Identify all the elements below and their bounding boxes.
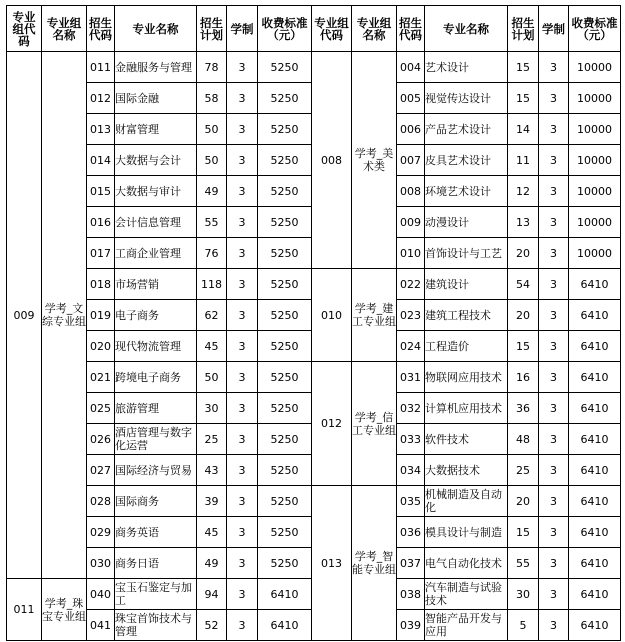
enroll-code-cell: 034: [397, 455, 425, 486]
duration-cell: 3: [539, 83, 569, 114]
fee-cell: 10000: [569, 114, 621, 145]
duration-cell: 3: [227, 114, 258, 145]
duration-cell: 3: [539, 610, 569, 641]
fee-cell: 5250: [258, 517, 312, 548]
header-duration: 学制: [227, 6, 258, 52]
plan-cell: 15: [508, 83, 539, 114]
major-name-cell: 汽车制造与试验技术: [425, 579, 508, 610]
plan-cell: 12: [508, 176, 539, 207]
header-plan: 招生计划: [508, 6, 539, 52]
fee-cell: 6410: [569, 393, 621, 424]
plan-cell: 50: [197, 114, 227, 145]
major-name-cell: 工商企业管理: [115, 238, 197, 269]
duration-cell: 3: [227, 145, 258, 176]
enroll-code-cell: 008: [397, 176, 425, 207]
fee-cell: 6410: [569, 486, 621, 517]
header-row: [7, 6, 621, 52]
major-name-cell: 宝玉石鉴定与加工: [115, 579, 197, 610]
plan-cell: 13: [508, 207, 539, 238]
fee-cell: 5250: [258, 362, 312, 393]
enroll-code-cell: 012: [87, 83, 115, 114]
header-enroll-code: 招生代码: [87, 6, 115, 52]
duration-cell: 3: [227, 52, 258, 83]
duration-cell: 3: [539, 114, 569, 145]
group-code-cell: 013: [312, 486, 352, 641]
plan-cell: 43: [197, 455, 227, 486]
enroll-code-cell: 014: [87, 145, 115, 176]
fee-cell: 5250: [258, 331, 312, 362]
major-name-cell: 皮具艺术设计: [425, 145, 508, 176]
duration-cell: 3: [227, 362, 258, 393]
fee-cell: 10000: [569, 145, 621, 176]
fee-cell: 5250: [258, 300, 312, 331]
fee-cell: 5250: [258, 52, 312, 83]
duration-cell: 3: [227, 176, 258, 207]
group-code-cell: 009: [7, 52, 42, 579]
enroll-code-cell: 006: [397, 114, 425, 145]
plan-cell: 36: [508, 393, 539, 424]
enroll-code-cell: 019: [87, 300, 115, 331]
plan-cell: 50: [197, 362, 227, 393]
major-name-cell: 大数据与会计: [115, 145, 197, 176]
major-name-cell: 软件技术: [425, 424, 508, 455]
group-name-cell: 学考_美术类: [352, 52, 397, 269]
plan-cell: 16: [508, 362, 539, 393]
table-row: [7, 269, 621, 300]
major-name-cell: 首饰设计与工艺: [425, 238, 508, 269]
major-name-cell: 机械制造及自动化: [425, 486, 508, 517]
duration-cell: 3: [539, 176, 569, 207]
major-name-cell: 酒店管理与数字化运营: [115, 424, 197, 455]
fee-cell: 6410: [258, 610, 312, 641]
group-name-cell: 学考_珠宝专业组: [42, 579, 87, 641]
plan-cell: 39: [197, 486, 227, 517]
plan-cell: 45: [197, 331, 227, 362]
duration-cell: 3: [227, 579, 258, 610]
enroll-code-cell: 035: [397, 486, 425, 517]
plan-cell: 15: [508, 52, 539, 83]
enroll-code-cell: 028: [87, 486, 115, 517]
enroll-code-cell: 004: [397, 52, 425, 83]
enroll-code-cell: 031: [397, 362, 425, 393]
duration-cell: 3: [227, 300, 258, 331]
plan-cell: 52: [197, 610, 227, 641]
duration-cell: 3: [539, 393, 569, 424]
fee-cell: 5250: [258, 269, 312, 300]
enroll-code-cell: 013: [87, 114, 115, 145]
major-name-cell: 国际商务: [115, 486, 197, 517]
enroll-code-cell: 022: [397, 269, 425, 300]
duration-cell: 3: [227, 207, 258, 238]
admission-plan-table: [6, 5, 621, 641]
major-name-cell: 金融服务与管理: [115, 52, 197, 83]
major-name-cell: 计算机应用技术: [425, 393, 508, 424]
enroll-code-cell: 007: [397, 145, 425, 176]
enroll-code-cell: 011: [87, 52, 115, 83]
enroll-code-cell: 040: [87, 579, 115, 610]
duration-cell: 3: [539, 300, 569, 331]
header-major-name: 专业名称: [115, 6, 197, 52]
duration-cell: 3: [539, 362, 569, 393]
plan-cell: 45: [197, 517, 227, 548]
fee-cell: 5250: [258, 455, 312, 486]
duration-cell: 3: [539, 52, 569, 83]
duration-cell: 3: [539, 455, 569, 486]
group-code-cell: 012: [312, 362, 352, 486]
fee-cell: 5250: [258, 424, 312, 455]
group-name-cell: 学考_文综专业组: [42, 52, 87, 579]
fee-cell: 6410: [569, 548, 621, 579]
enroll-code-cell: 039: [397, 610, 425, 641]
enroll-code-cell: 041: [87, 610, 115, 641]
header-group-name: 专业组名称: [352, 6, 397, 52]
enroll-code-cell: 023: [397, 300, 425, 331]
major-name-cell: 财富管理: [115, 114, 197, 145]
duration-cell: 3: [539, 331, 569, 362]
fee-cell: 6410: [569, 362, 621, 393]
duration-cell: 3: [227, 238, 258, 269]
enroll-code-cell: 033: [397, 424, 425, 455]
major-name-cell: 模具设计与制造: [425, 517, 508, 548]
fee-cell: 6410: [569, 610, 621, 641]
plan-cell: 62: [197, 300, 227, 331]
duration-cell: 3: [227, 331, 258, 362]
plan-cell: 30: [508, 579, 539, 610]
duration-cell: 3: [539, 424, 569, 455]
enroll-code-cell: 030: [87, 548, 115, 579]
duration-cell: 3: [539, 517, 569, 548]
plan-cell: 58: [197, 83, 227, 114]
duration-cell: 3: [539, 486, 569, 517]
enroll-code-cell: 026: [87, 424, 115, 455]
plan-cell: 30: [197, 393, 227, 424]
plan-cell: 76: [197, 238, 227, 269]
plan-cell: 5: [508, 610, 539, 641]
header-duration: 学制: [539, 6, 569, 52]
fee-cell: 10000: [569, 207, 621, 238]
major-name-cell: 智能产品开发与应用: [425, 610, 508, 641]
duration-cell: 3: [227, 610, 258, 641]
plan-cell: 118: [197, 269, 227, 300]
fee-cell: 6410: [258, 579, 312, 610]
enroll-code-cell: 016: [87, 207, 115, 238]
fee-cell: 6410: [569, 269, 621, 300]
enroll-code-cell: 038: [397, 579, 425, 610]
plan-cell: 49: [197, 548, 227, 579]
plan-cell: 25: [197, 424, 227, 455]
plan-cell: 11: [508, 145, 539, 176]
duration-cell: 3: [227, 455, 258, 486]
fee-cell: 6410: [569, 331, 621, 362]
major-name-cell: 电子商务: [115, 300, 197, 331]
header-enroll-code: 招生代码: [397, 6, 425, 52]
major-name-cell: 视觉传达设计: [425, 83, 508, 114]
fee-cell: 6410: [569, 300, 621, 331]
group-name-cell: 学考_信工专业组: [352, 362, 397, 486]
major-name-cell: 产品艺术设计: [425, 114, 508, 145]
fee-cell: 10000: [569, 176, 621, 207]
enroll-code-cell: 029: [87, 517, 115, 548]
header-group-code: 专业组代码: [312, 6, 352, 52]
major-name-cell: 动漫设计: [425, 207, 508, 238]
plan-cell: 94: [197, 579, 227, 610]
plan-cell: 78: [197, 52, 227, 83]
plan-cell: 55: [197, 207, 227, 238]
plan-cell: 20: [508, 300, 539, 331]
duration-cell: 3: [539, 238, 569, 269]
fee-cell: 5250: [258, 548, 312, 579]
duration-cell: 3: [227, 393, 258, 424]
header-group-name: 专业组名称: [42, 6, 87, 52]
major-name-cell: 商务英语: [115, 517, 197, 548]
major-name-cell: 大数据与审计: [115, 176, 197, 207]
group-name-cell: 学考_建工专业组: [352, 269, 397, 362]
duration-cell: 3: [227, 83, 258, 114]
plan-cell: 54: [508, 269, 539, 300]
fee-cell: 5250: [258, 393, 312, 424]
major-name-cell: 珠宝首饰技术与管理: [115, 610, 197, 641]
plan-cell: 50: [197, 145, 227, 176]
major-name-cell: 国际金融: [115, 83, 197, 114]
enroll-code-cell: 025: [87, 393, 115, 424]
fee-cell: 6410: [569, 455, 621, 486]
plan-cell: 15: [508, 331, 539, 362]
major-name-cell: 会计信息管理: [115, 207, 197, 238]
fee-cell: 6410: [569, 517, 621, 548]
enroll-code-cell: 036: [397, 517, 425, 548]
group-code-cell: 010: [312, 269, 352, 362]
enroll-code-cell: 005: [397, 83, 425, 114]
fee-cell: 5250: [258, 114, 312, 145]
fee-cell: 5250: [258, 176, 312, 207]
fee-cell: 5250: [258, 83, 312, 114]
enroll-code-cell: 032: [397, 393, 425, 424]
fee-cell: 10000: [569, 238, 621, 269]
duration-cell: 3: [227, 269, 258, 300]
header-fee: 收费标准（元）: [258, 6, 312, 52]
group-code-cell: 011: [7, 579, 42, 641]
plan-cell: 20: [508, 238, 539, 269]
fee-cell: 5250: [258, 145, 312, 176]
plan-cell: 15: [508, 517, 539, 548]
major-name-cell: 市场营销: [115, 269, 197, 300]
enroll-code-cell: 017: [87, 238, 115, 269]
duration-cell: 3: [227, 486, 258, 517]
enroll-code-cell: 010: [397, 238, 425, 269]
plan-cell: 25: [508, 455, 539, 486]
header-major-name: 专业名称: [425, 6, 508, 52]
table-body: [7, 52, 621, 641]
duration-cell: 3: [227, 517, 258, 548]
major-name-cell: 跨境电子商务: [115, 362, 197, 393]
group-name-cell: 学考_智能专业组: [352, 486, 397, 641]
header-group-code: 专业组代码: [7, 6, 42, 52]
fee-cell: 5250: [258, 207, 312, 238]
major-name-cell: 商务日语: [115, 548, 197, 579]
header-fee: 收费标准（元）: [569, 6, 621, 52]
enroll-code-cell: 021: [87, 362, 115, 393]
major-name-cell: 艺术设计: [425, 52, 508, 83]
enroll-code-cell: 020: [87, 331, 115, 362]
plan-cell: 48: [508, 424, 539, 455]
major-name-cell: 物联网应用技术: [425, 362, 508, 393]
plan-cell: 49: [197, 176, 227, 207]
group-code-cell: 008: [312, 52, 352, 269]
table-row: [7, 362, 621, 393]
duration-cell: 3: [539, 145, 569, 176]
duration-cell: 3: [227, 548, 258, 579]
duration-cell: 3: [539, 269, 569, 300]
enroll-code-cell: 024: [397, 331, 425, 362]
fee-cell: 6410: [569, 579, 621, 610]
fee-cell: 6410: [569, 424, 621, 455]
fee-cell: 10000: [569, 52, 621, 83]
major-name-cell: 电气自动化技术: [425, 548, 508, 579]
plan-cell: 20: [508, 486, 539, 517]
duration-cell: 3: [539, 207, 569, 238]
enroll-code-cell: 009: [397, 207, 425, 238]
major-name-cell: 现代物流管理: [115, 331, 197, 362]
enroll-code-cell: 015: [87, 176, 115, 207]
major-name-cell: 建筑设计: [425, 269, 508, 300]
enroll-code-cell: 027: [87, 455, 115, 486]
enroll-code-cell: 037: [397, 548, 425, 579]
major-name-cell: 旅游管理: [115, 393, 197, 424]
major-name-cell: 工程造价: [425, 331, 508, 362]
major-name-cell: 环境艺术设计: [425, 176, 508, 207]
duration-cell: 3: [539, 548, 569, 579]
major-name-cell: 国际经济与贸易: [115, 455, 197, 486]
major-name-cell: 大数据技术: [425, 455, 508, 486]
fee-cell: 10000: [569, 83, 621, 114]
duration-cell: 3: [539, 579, 569, 610]
major-name-cell: 建筑工程技术: [425, 300, 508, 331]
table-row: [7, 486, 621, 517]
fee-cell: 5250: [258, 486, 312, 517]
fee-cell: 5250: [258, 238, 312, 269]
plan-cell: 14: [508, 114, 539, 145]
enroll-code-cell: 018: [87, 269, 115, 300]
duration-cell: 3: [227, 424, 258, 455]
header-plan: 招生计划: [197, 6, 227, 52]
table-row: [7, 52, 621, 83]
plan-cell: 55: [508, 548, 539, 579]
